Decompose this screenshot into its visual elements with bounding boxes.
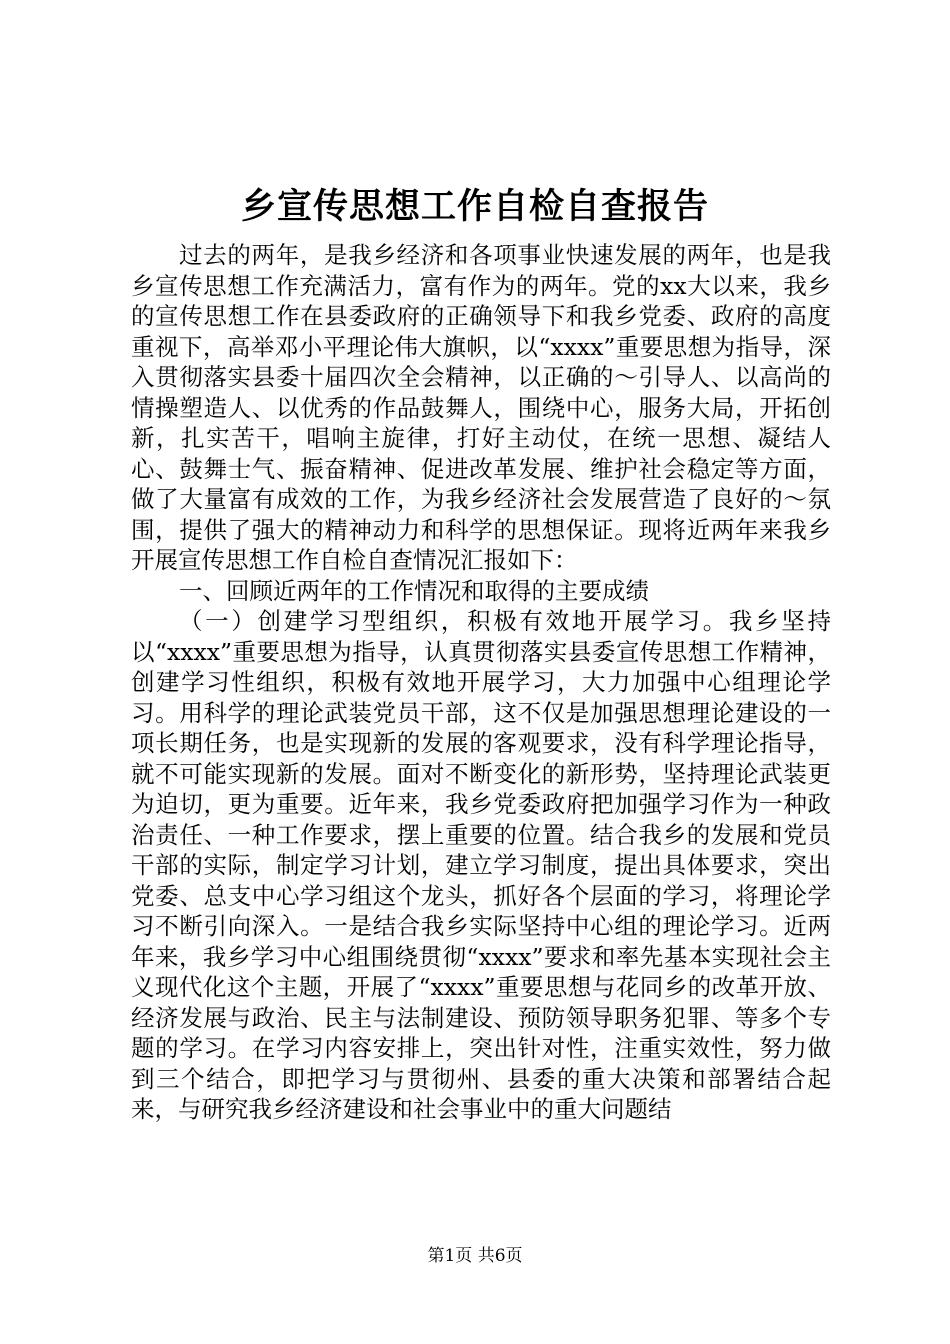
document-body xyxy=(131,240,831,1125)
section-heading: 一、回顾近两年的工作情况和取得的主要成绩 xyxy=(179,576,649,605)
section-paragraph: （一）创建学习型组织，积极有效地开展学习。我乡坚持以“xxxx”重要思想为指导，认真贯彻落实县委宣传思想工作精神，创建学习性组织，积极有效地开展学习，大力加强中心组理论学习。用科学的理论武装党员干部，这不仅是加强思想理论建设的一项长期任务，也是实现新的发展的客观要求，没有科学理论指导，就不可能实现新的发展。面对不断变化的新形势，坚持理论武装更为迫切，更为重要。近年来，我乡党委政府把加强学习作为一种政治责任、一种工作要求，摆上重要的位置。结合我乡的发展和党员干部的实际，制定学习计划，建立学习制度，提出具体要求，突出党委、总支中心学习组这个龙头，抓好各个层面的学习，将理论学习不断引向深入。一是结合我乡实际坚持中心组的理论学习。近两年来，我乡学习中心组围绕贯彻“xxxx”要求和率先基本实现社会主义现代化这个主题，开展了“xxxx”重要思想与花同乡的改革开放、经济发展与政治、民主与法制建设、预防领导职务犯罪、等多个专题的学习。在学习内容安排上，突出针对性，注重实效性，努力做到三个结合，即把学习与贯彻州、县委的重大决策和部署结合起来，与研究我乡经济建设和社会事业中的重大问题结 xyxy=(131,607,831,1123)
page-footer: 第1页 共6页 xyxy=(427,1246,523,1266)
document-title: 乡宣传思想工作自检自查报告 xyxy=(240,186,709,227)
intro-paragraph: 过去的两年，是我乡经济和各项事业快速发展的两年，也是我乡宣传思想工作充满活力，富有作为的两年。党的xx大以来，我乡的宣传思想工作在县委政府的正确领导下和我乡党委、政府的高度重视下，高举邓小平理论伟大旗帜，以“xxxx”重要思想为指导，深入贯彻落实县委十届四次全会精神，以正确的～引导人、以高尚的情操塑造人、以优秀的作品鼓舞人，围绕中心，服务大局，开拓创新，扎实苦干，唱响主旋律，打好主动仗，在统一思想、凝结人心、鼓舞士气、振奋精神、促进改革发展、维护社会稳定等方面，做了大量富有成效的工作，为我乡经济社会发展营造了良好的～氛围，提供了强大的精神动力和科学的思想保证。现将近两年来我乡开展宣传思想工作自检自查情况汇报如下： xyxy=(131,241,831,574)
